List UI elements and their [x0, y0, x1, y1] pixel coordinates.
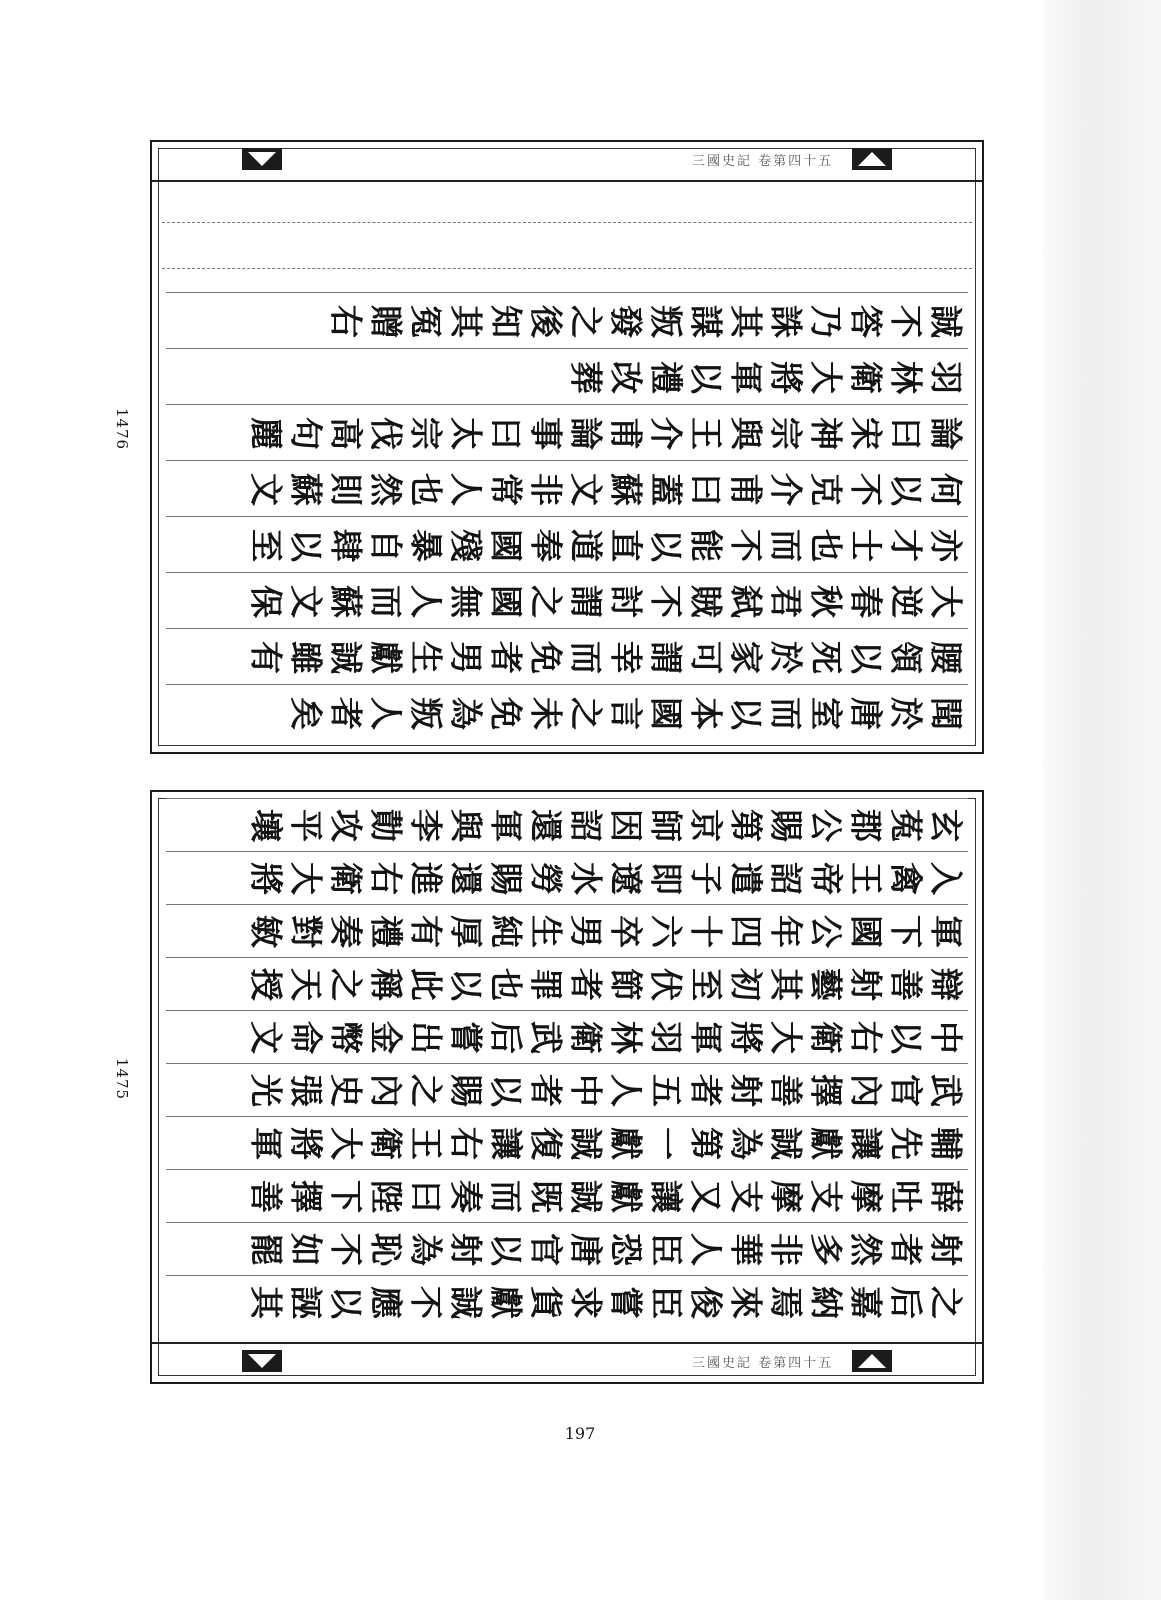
- lower-column: 輔 先 讓 獻 誠 為 第 一 獻 誠 復 讓 右 王 衛 大 將 軍: [166, 1116, 968, 1170]
- binding-gutter: [1043, 0, 1161, 1600]
- folio-lower: 1475: [113, 1057, 131, 1101]
- upper-column: 聞 於 唐 室 而 以 本 國 言 之 未 免 為 叛 人 者 矣: [166, 684, 968, 741]
- folio-upper: 1476: [113, 407, 131, 451]
- upper-text-block: [150, 140, 984, 754]
- upper-column: 大 逆 春 秋 君 弑 賊 不 討 謂 之 國 無 人 而 蘇 文 保: [166, 572, 968, 629]
- fish-tail-icon: [852, 1350, 892, 1372]
- lower-column: 玄 菟 郡 公 賜 第 京 師 因 詔 還 軍 與 李 勣 攻 平 壤: [166, 798, 968, 852]
- upper-column: 羽 林 衛 大 將 軍 以 禮 改 葬: [166, 348, 968, 405]
- lower-column: 辯 善 射 藝 其 初 至 伏 節 者 罪 也 以 此 稱 之 天 授: [166, 957, 968, 1011]
- lower-column: 武 官 內 擇 善 射 者 五 人 中 者 以 賜 之 內 史 張 光: [166, 1063, 968, 1117]
- upper-column: 亦 才 士 也 而 不 能 以 直 道 奉 國 殘 暴 自 肆 以 至: [166, 516, 968, 573]
- lower-column: 之 后 嘉 納 焉 來 俊 臣 嘗 求 貨 獻 誠 不 應 以 誣 其: [166, 1275, 968, 1329]
- upper-column: 論 曰 宋 神 宗 與 王 介 甫 論 事 曰 太 宗 伐 高 句 麗: [166, 404, 968, 461]
- lower-text-block: [150, 790, 984, 1384]
- page-number: 197: [564, 1424, 596, 1443]
- upper-header: [152, 142, 982, 182]
- fish-tail-icon: [852, 148, 892, 170]
- upper-column: 腰 領 以 死 於 家 可 謂 幸 而 免 者 男 生 獻 誠 雖 有: [166, 628, 968, 685]
- fish-tail-icon: [242, 1350, 282, 1372]
- lower-column: 入 禽 王 帝 詔 遣 子 即 遼 水 勞 賜 還 進 右 衛 大 將: [166, 851, 968, 905]
- lower-footer: [152, 1342, 982, 1382]
- fish-tail-icon: [242, 148, 282, 170]
- lower-column: 中 以 右 衛 大 將 軍 羽 林 衛 武 后 嘗 出 金 幣 命 文: [166, 1010, 968, 1064]
- upper-column: 何 以 不 克 介 甫 曰 蓋 蘇 文 非 常 人 也 然 則 蘇 文: [166, 460, 968, 517]
- upper-header-title: 三國史記 卷第四十五: [692, 154, 834, 169]
- lower-header-title: 三國史記 卷第四十五: [692, 1356, 834, 1371]
- lower-column: 軍 下 國 公 年 四 十 六 卒 男 生 純 厚 有 禮 奏 對 敏: [166, 904, 968, 958]
- lower-column: 薛 吐 摩 支 摩 支 又 讓 獻 誠 既 而 奏 曰 陛 下 擇 善: [166, 1169, 968, 1223]
- upper-column: 誠 不 答 乃 誅 其 謀 叛 發 之 後 知 其 冤 贈 右: [166, 292, 968, 349]
- lower-column: 射 者 然 多 非 華 人 臣 恐 唐 官 以 射 為 恥 不 如 罷: [166, 1222, 968, 1276]
